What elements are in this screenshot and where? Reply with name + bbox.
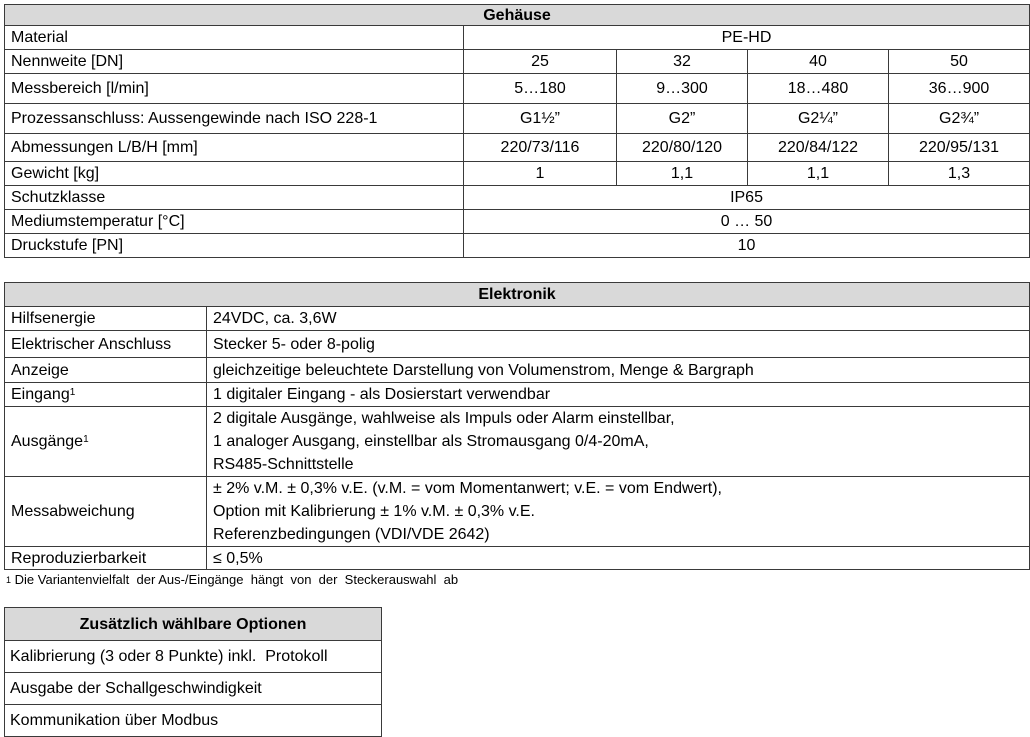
ausgaenge-line: 2 digitale Ausgänge, wahlweise als Impuls oder Alarm einstellbar, <box>213 410 675 427</box>
footnote <box>6 572 458 588</box>
ausgaenge-line: RS485-Schnittstelle <box>213 456 354 473</box>
mediumstemperatur-label: Mediumstemperatur [°C] <box>5 210 464 234</box>
messabweichung-line: Referenzbedingungen (VDI/VDE 2642) <box>213 526 490 543</box>
prozessanschluss-value: G2¼” <box>748 104 889 134</box>
messbereich-label: Messbereich [l/min] <box>5 74 464 104</box>
druckstufe-label: Druckstufe [PN] <box>5 234 464 258</box>
messbereich-value: 5…180 <box>464 74 617 104</box>
material-label: Material <box>5 26 464 50</box>
gehaeuse-table <box>4 4 1030 258</box>
prozessanschluss-label: Prozessanschluss: Aussengewinde nach ISO 228-1 <box>5 104 464 134</box>
nennweite-label: Nennweite [DN] <box>5 50 464 74</box>
optionen-title: Zusätzlich wählbare Optionen <box>5 608 382 641</box>
elektrischer-anschluss-value: Stecker 5- oder 8-polig <box>207 331 1030 358</box>
footnote-number: 1 <box>6 575 12 585</box>
messabweichung-line: Option mit Kalibrierung ± 1% v.M. ± 0,3% v.E. <box>213 503 535 520</box>
ausgaenge-text: Ausgänge <box>11 433 84 450</box>
elektrischer-anschluss-label: Elektrischer Anschluss <box>5 331 207 358</box>
messbereich-value: 9…300 <box>617 74 748 104</box>
messabweichung-line: ± 2% v.M. ± 0,3% v.E. (v.M. = vom Momentanwert; v.E. = vom Endwert), <box>213 480 722 497</box>
nennweite-value: 50 <box>889 50 1030 74</box>
reproduzierbarkeit-label: Reproduzierbarkeit <box>5 547 207 570</box>
footnote-marker: 1 <box>83 434 89 445</box>
ausgaenge-value <box>207 407 1030 477</box>
option-item: Kalibrierung (3 oder 8 Punkte) inkl. Protokoll <box>5 641 382 673</box>
abmessungen-value: 220/84/122 <box>748 134 889 162</box>
anzeige-value: gleichzeitige beleuchtete Darstellung von Volumenstrom, Menge & Bargraph <box>207 358 1030 383</box>
schutzklasse-value: IP65 <box>464 186 1030 210</box>
gewicht-value: 1,1 <box>748 162 889 186</box>
prozessanschluss-value: G2” <box>617 104 748 134</box>
nennweite-value: 32 <box>617 50 748 74</box>
elektronik-table <box>4 282 1030 570</box>
messbereich-value: 18…480 <box>748 74 889 104</box>
anzeige-label: Anzeige <box>5 358 207 383</box>
ausgaenge-line: 1 analoger Ausgang, einstellbar als Stromausgang 0/4-20mA, <box>213 433 649 450</box>
elektronik-title: Elektronik <box>5 283 1030 307</box>
schutzklasse-label: Schutzklasse <box>5 186 464 210</box>
ausgaenge-label <box>5 407 207 477</box>
gehaeuse-title: Gehäuse <box>5 5 1030 26</box>
hilfsenergie-label: Hilfsenergie <box>5 307 207 331</box>
abmessungen-value: 220/95/131 <box>889 134 1030 162</box>
abmessungen-value: 220/73/116 <box>464 134 617 162</box>
messabweichung-value <box>207 477 1030 547</box>
prozessanschluss-value: G2¾” <box>889 104 1030 134</box>
gewicht-label: Gewicht [kg] <box>5 162 464 186</box>
messbereich-value: 36…900 <box>889 74 1030 104</box>
druckstufe-value: 10 <box>464 234 1030 258</box>
optionen-table <box>4 607 382 737</box>
footnote-text: Die Variantenvielfalt der Aus-/Eingänge hängt von der Steckerauswahl ab <box>14 572 459 587</box>
footnote-marker: 1 <box>69 387 76 398</box>
nennweite-value: 25 <box>464 50 617 74</box>
mediumstemperatur-value: 0 … 50 <box>464 210 1030 234</box>
gewicht-value: 1,3 <box>889 162 1030 186</box>
eingang-text: Eingang <box>11 386 70 403</box>
abmessungen-value: 220/80/120 <box>617 134 748 162</box>
reproduzierbarkeit-value: ≤ 0,5% <box>207 547 1030 570</box>
hilfsenergie-value: 24VDC, ca. 3,6W <box>207 307 1030 331</box>
gewicht-value: 1,1 <box>617 162 748 186</box>
nennweite-value: 40 <box>748 50 889 74</box>
eingang-label <box>5 383 207 407</box>
abmessungen-label: Abmessungen L/B/H [mm] <box>5 134 464 162</box>
prozessanschluss-value: G1½” <box>464 104 617 134</box>
gewicht-value: 1 <box>464 162 617 186</box>
material-value: PE-HD <box>464 26 1030 50</box>
messabweichung-label: Messabweichung <box>5 477 207 547</box>
option-item: Kommunikation über Modbus <box>5 705 382 737</box>
option-item: Ausgabe der Schallgeschwindigkeit <box>5 673 382 705</box>
eingang-value: 1 digitaler Eingang - als Dosierstart verwendbar <box>207 383 1030 407</box>
